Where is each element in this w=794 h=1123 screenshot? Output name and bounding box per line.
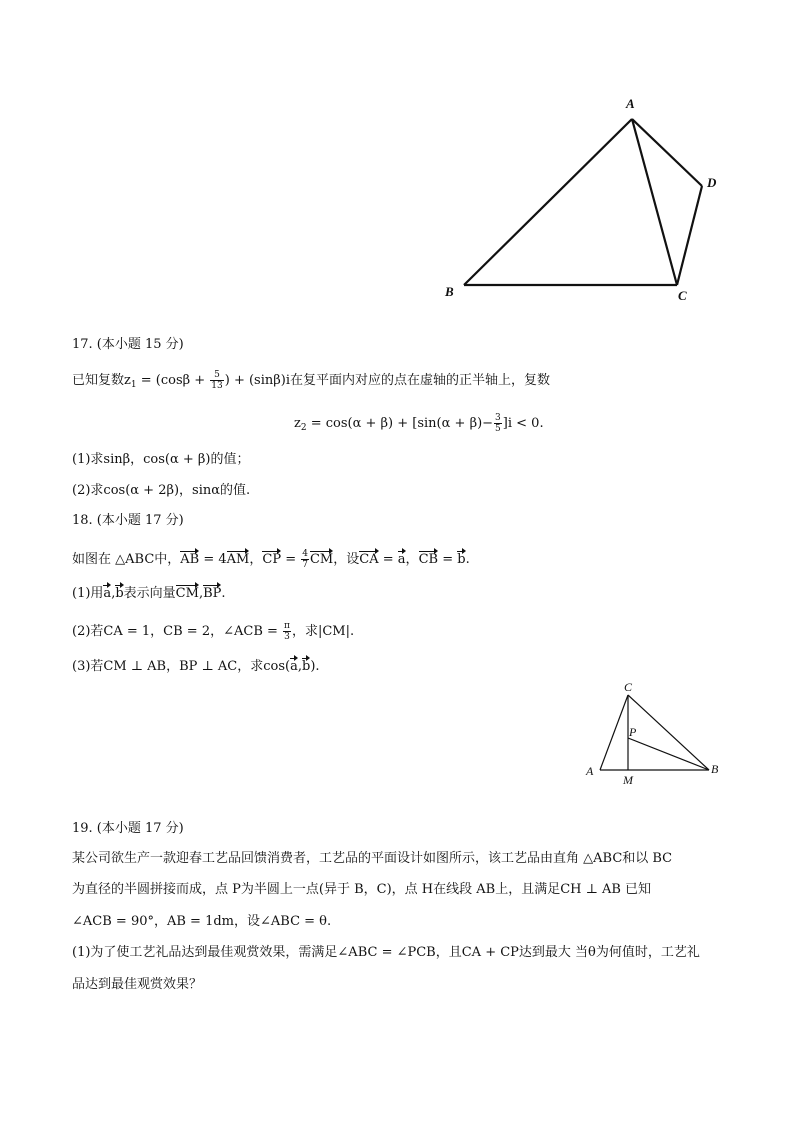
- q18-p2-a: (2)若CA = 1，CB = 2，∠ACB =: [72, 624, 283, 639]
- vector-ca: CA: [359, 552, 379, 567]
- q18-eq3: =: [378, 552, 398, 567]
- vector-cp: CP: [262, 552, 282, 567]
- z2-sub: 2: [300, 423, 307, 433]
- z1-expr-b: ) + (sinβ)i: [224, 373, 290, 388]
- z1-expr-a: = (cosβ +: [136, 373, 210, 388]
- vector-cb: CB: [418, 552, 439, 567]
- q17-stem-b: 在复平面内对应的点在虚轴的正半轴上，复数: [290, 373, 551, 388]
- q19-line5: 品达到最佳观赏效果？: [72, 977, 203, 992]
- q18-fraction: [301, 549, 309, 570]
- p3-comma: ,: [297, 659, 302, 674]
- q18-sep1: ，: [249, 552, 263, 567]
- p2-frac-den: 3: [284, 632, 290, 642]
- q19-header: 19. (本小题 17 分): [72, 821, 184, 836]
- q18-part3: [72, 658, 320, 676]
- z2-expr-a: = cos(α + β) + [sin(α + β)−: [306, 416, 494, 431]
- p3-vector-b: b: [302, 659, 311, 674]
- q18-p1-a: (1)用: [72, 586, 104, 601]
- p2-frac-num: π: [284, 621, 290, 631]
- z2-fraction: [494, 413, 502, 434]
- q18-part1: [72, 585, 226, 603]
- q18-p3-a: (3)若CM ⊥ AB，BP ⊥ AC，求cos(: [72, 659, 291, 674]
- vector-cm: CM: [309, 552, 334, 567]
- p1-vector-b: b: [115, 586, 124, 601]
- q18-p2-b: ，求|CM|.: [291, 624, 355, 639]
- fig2-label-m: M: [623, 773, 633, 787]
- z2-frac-den: 5: [495, 424, 501, 434]
- p3-vector-a: a: [290, 659, 298, 674]
- figure-quadrilateral-abcd: [440, 95, 730, 310]
- z1-frac-num: 5: [210, 370, 223, 381]
- z2-name: z: [294, 416, 301, 431]
- vector-b: b: [457, 552, 466, 567]
- p1-vector-a: a: [103, 586, 112, 601]
- fig2-label-a: A: [586, 764, 594, 778]
- p1-comma: ,: [111, 586, 116, 601]
- q18-eq2: =: [281, 552, 301, 567]
- q17-header: 17. (本小题 15 分): [72, 337, 184, 352]
- q18-header: 18. (本小题 17 分): [72, 513, 184, 528]
- q17-stem-a: 已知复数: [72, 373, 125, 388]
- q18-stem: [72, 549, 470, 570]
- vector-am: AM: [226, 552, 250, 567]
- fig1-label-b: B: [445, 284, 454, 299]
- q17-stem: [72, 370, 550, 394]
- q18-frac-num: 4: [302, 549, 308, 559]
- fig2-label-b: B: [711, 762, 719, 776]
- q17-part2: (2)求cos(α + 2β)，sinα的值.: [72, 483, 251, 498]
- q18-p1-c: .: [221, 586, 226, 601]
- z1-sub: 1: [130, 380, 137, 390]
- q18-p3-b: ).: [310, 659, 320, 674]
- q17-part1: (1)求sinβ，cos(α + β)的值；: [72, 452, 250, 467]
- q18-part2: [72, 621, 354, 642]
- z1-fraction: [210, 370, 223, 391]
- p1-vector-bp: BP: [203, 586, 222, 601]
- z1-frac-den: 13: [211, 381, 223, 391]
- q19-line1: 某公司欲生产一款迎春工艺品回馈消费者，工艺品的平面设计如图所示，该工艺品由直角 △ABC和以 BC: [72, 851, 673, 866]
- vector-a: a: [397, 552, 406, 567]
- z1-name: z: [124, 373, 131, 388]
- p2-fraction: [283, 621, 291, 642]
- z2-expr-b: ]i < 0.: [502, 416, 544, 431]
- fig1-label-a: A: [626, 96, 635, 111]
- figure-triangle-abc-mp: [590, 688, 720, 778]
- fig1-label-c: C: [678, 288, 687, 303]
- q18-sep2: ，: [405, 552, 419, 567]
- vector-ab: AB: [180, 552, 200, 567]
- q17-z2-equation: [294, 413, 544, 437]
- p1-comma2: ,: [198, 586, 204, 601]
- q19-line2: 为直径的半圆拼接而成，点 P为半圆上一点(异于 B，C)，点 H在线段 AB上，且满足CH ⊥ AB 已知: [72, 882, 652, 897]
- q18-stem-c: .: [465, 552, 470, 567]
- q18-frac-den: 7: [302, 560, 308, 570]
- p1-vector-cm: CM: [175, 586, 199, 601]
- q18-eq1: = 4: [199, 552, 227, 567]
- q18-eq4: =: [438, 552, 458, 567]
- fig2-label-c: C: [624, 680, 633, 694]
- fig1-label-d: D: [707, 175, 717, 190]
- z2-frac-num: 3: [495, 413, 501, 423]
- q18-stem-a: 如图在 △ABC中，: [72, 552, 181, 567]
- q18-p1-b: 表示向量: [123, 586, 176, 601]
- fig2-label-p: P: [629, 725, 637, 739]
- q19-line3: ∠ACB = 90°，AB = 1dm，设∠ABC = θ.: [72, 914, 332, 929]
- q18-stem-b: ，设: [333, 552, 360, 567]
- q19-line4: (1)为了使工艺礼品达到最佳观赏效果，需满足∠ABC = ∠PCB，且CA + CP达到最大 当θ为何值时，工艺礼: [72, 945, 700, 960]
